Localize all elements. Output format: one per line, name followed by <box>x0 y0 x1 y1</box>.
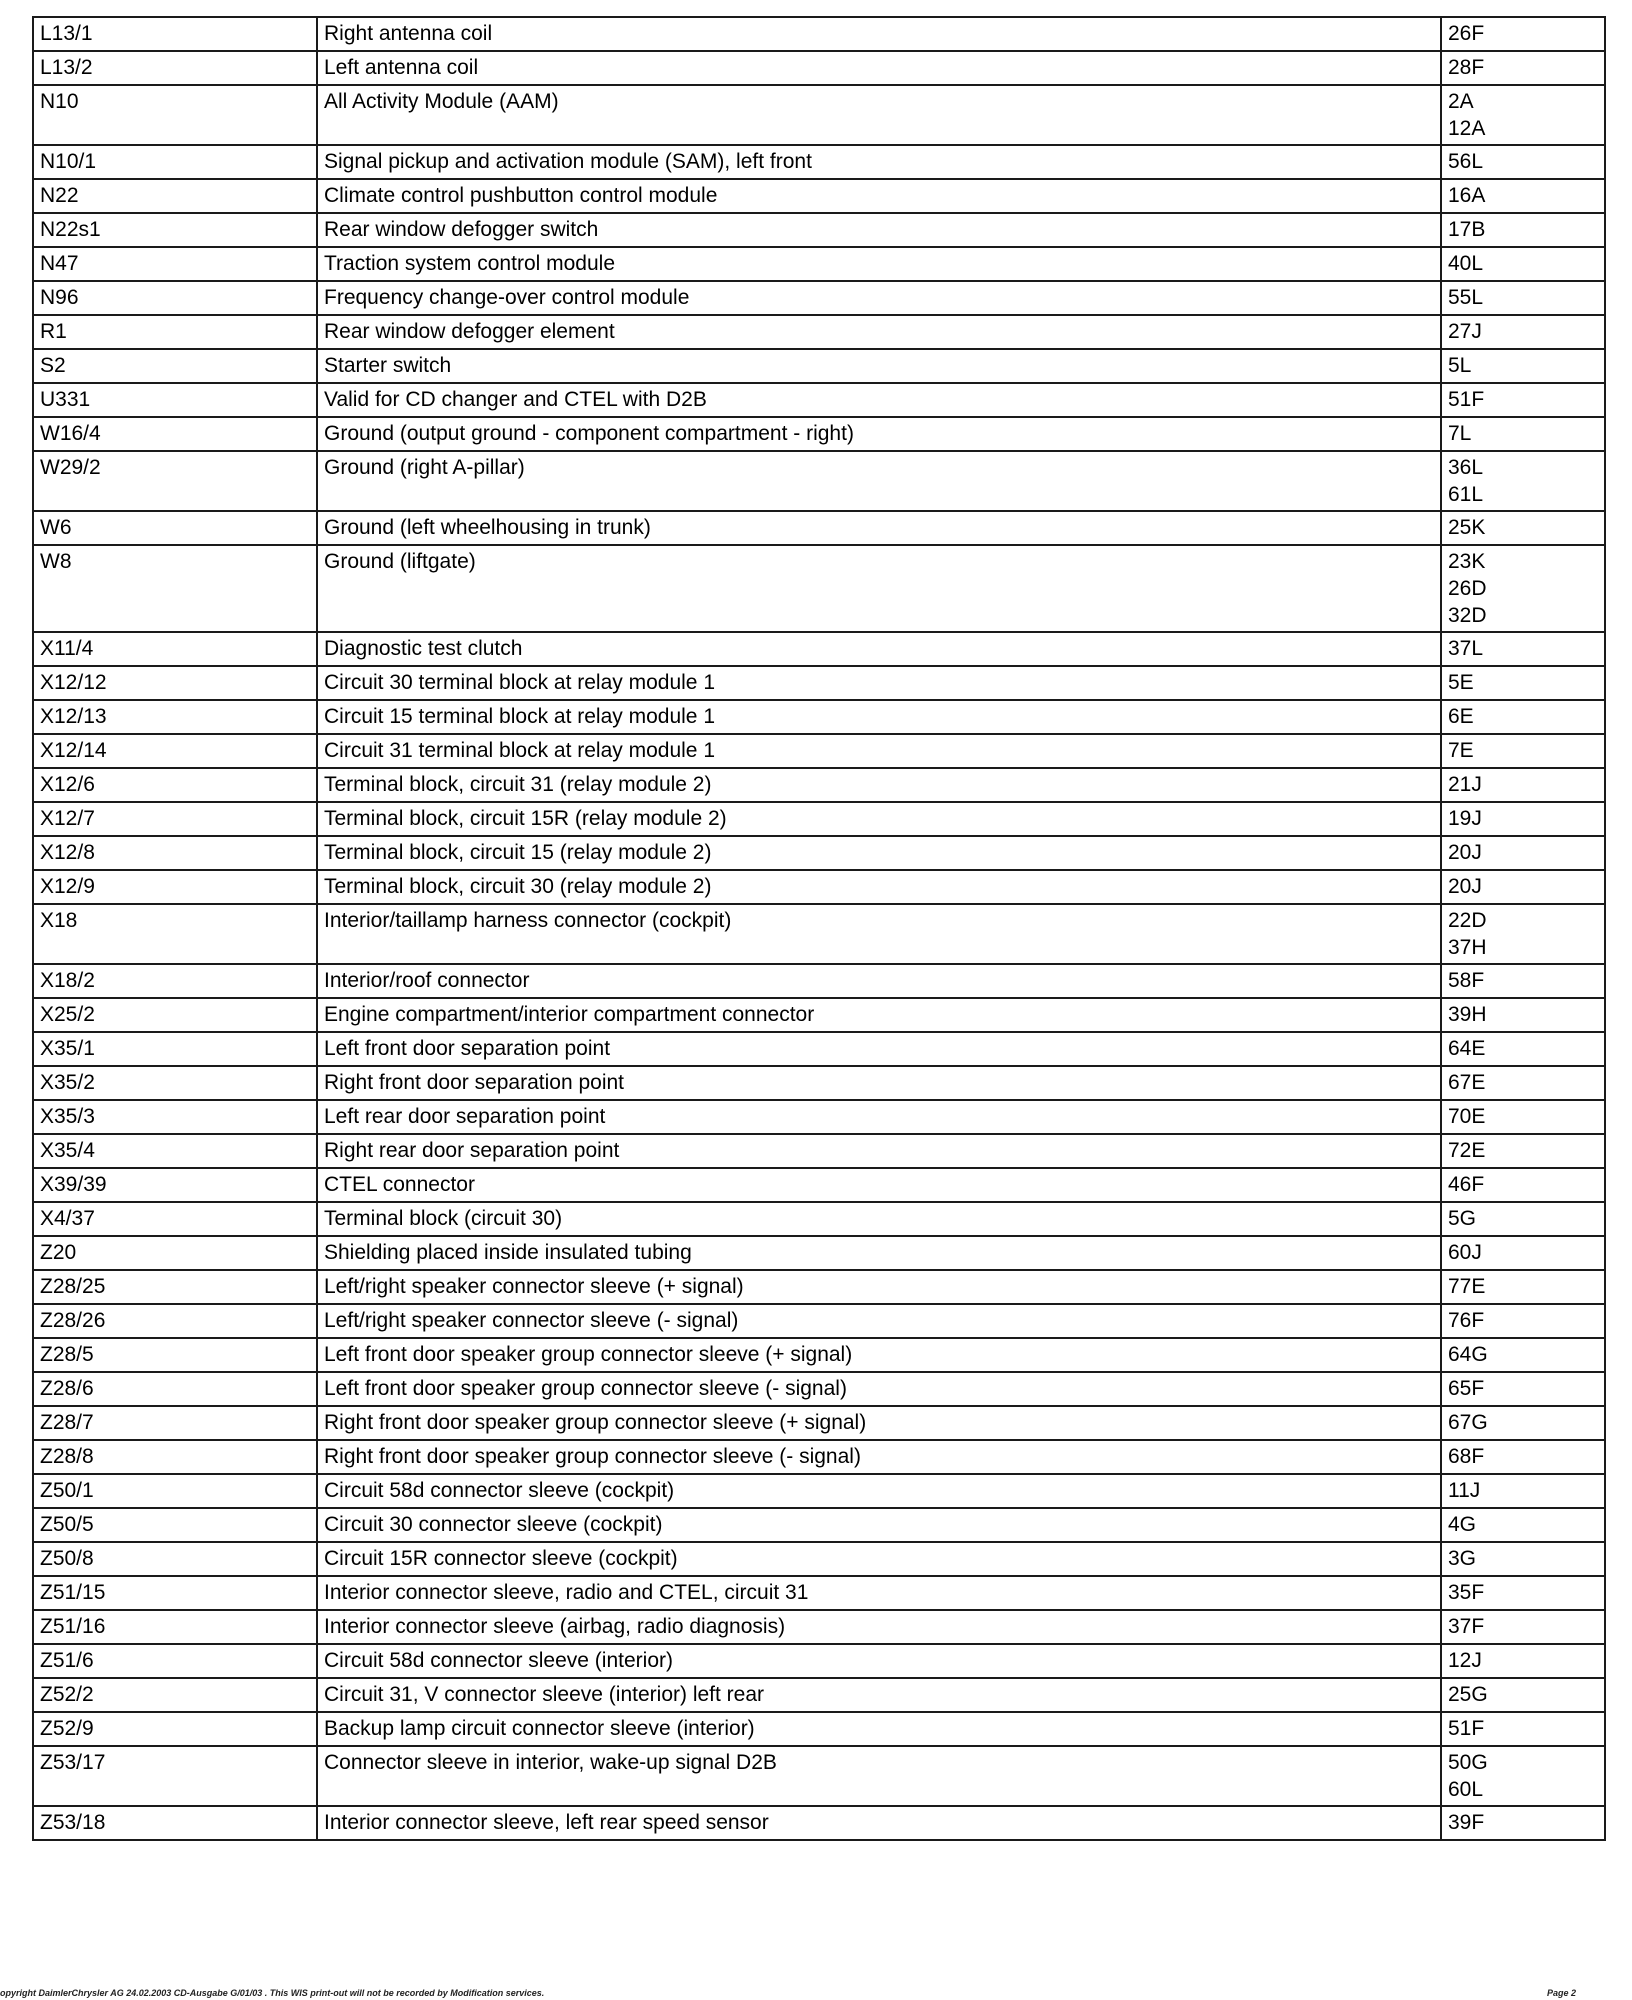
component-description-cell: Interior connector sleeve, radio and CTEL, circuit 31 <box>317 1576 1441 1610</box>
component-code-cell: Z52/9 <box>33 1712 317 1746</box>
grid-location: 19J <box>1448 807 1482 830</box>
component-description-cell: Terminal block, circuit 15R (relay module 2) <box>317 802 1441 836</box>
grid-location-cell <box>1441 1236 1605 1270</box>
component-description-cell: Right front door speaker group connector sleeve (+ signal) <box>317 1406 1441 1440</box>
grid-location: 16A <box>1448 184 1486 207</box>
grid-location-cell <box>1441 1508 1605 1542</box>
component-code-cell: N22 <box>33 179 317 213</box>
grid-location-cell <box>1441 1746 1605 1806</box>
grid-location-cell <box>1441 870 1605 904</box>
grid-location: 23K <box>1448 550 1486 573</box>
grid-location: 5E <box>1448 671 1474 694</box>
component-code-cell: W6 <box>33 511 317 545</box>
grid-location-cell <box>1441 998 1605 1032</box>
grid-location: 77E <box>1448 1275 1486 1298</box>
table-row <box>33 666 1605 700</box>
component-code-cell: X18/2 <box>33 964 317 998</box>
table-row <box>33 1440 1605 1474</box>
grid-location: 60J <box>1448 1241 1482 1264</box>
table-row <box>33 734 1605 768</box>
grid-location-cell <box>1441 417 1605 451</box>
component-description-cell: Left front door speaker group connector sleeve (+ signal) <box>317 1338 1441 1372</box>
component-description-cell: Circuit 31 terminal block at relay module 1 <box>317 734 1441 768</box>
grid-location: 58F <box>1448 969 1485 992</box>
component-code-cell: N96 <box>33 281 317 315</box>
component-code-cell: Z51/6 <box>33 1644 317 1678</box>
table-row <box>33 632 1605 666</box>
component-description-cell: Circuit 15R connector sleeve (cockpit) <box>317 1542 1441 1576</box>
grid-location-cell <box>1441 1066 1605 1100</box>
table-row <box>33 1338 1605 1372</box>
component-code-cell: X18 <box>33 904 317 964</box>
page-number: Page 2 <box>1546 1988 1576 1998</box>
component-description-cell: Terminal block (circuit 30) <box>317 1202 1441 1236</box>
grid-location: 67G <box>1448 1411 1488 1434</box>
grid-location: 20J <box>1448 841 1482 864</box>
grid-location-cell <box>1441 1678 1605 1712</box>
copyright-note: opyright DaimlerChrysler AG 24.02.2003 CD-Ausgabe G/01/03 . This WIS print-out will not be recorded by Modification services. <box>0 1988 545 1998</box>
component-description-cell: Left front door speaker group connector sleeve (- signal) <box>317 1372 1441 1406</box>
table-row <box>33 511 1605 545</box>
page-footer <box>0 1988 1632 2000</box>
grid-location: 35F <box>1448 1581 1485 1604</box>
component-code-cell: W16/4 <box>33 417 317 451</box>
component-code-cell: R1 <box>33 315 317 349</box>
component-description-cell: Shielding placed inside insulated tubing <box>317 1236 1441 1270</box>
table-row <box>33 1712 1605 1746</box>
component-description-cell: Interior/taillamp harness connector (cockpit) <box>317 904 1441 964</box>
component-description-cell: CTEL connector <box>317 1168 1441 1202</box>
table-row <box>33 145 1605 179</box>
grid-location-cell <box>1441 802 1605 836</box>
grid-location-cell <box>1441 1610 1605 1644</box>
grid-location-cell <box>1441 349 1605 383</box>
grid-location: 12A <box>1448 117 1486 140</box>
grid-location: 64G <box>1448 1343 1488 1366</box>
grid-location: 7L <box>1448 422 1472 445</box>
grid-location-cell <box>1441 383 1605 417</box>
grid-location-cell <box>1441 451 1605 511</box>
table-row <box>33 1576 1605 1610</box>
component-description-cell: Terminal block, circuit 15 (relay module 2) <box>317 836 1441 870</box>
table-row <box>33 315 1605 349</box>
component-description-cell: Backup lamp circuit connector sleeve (interior) <box>317 1712 1441 1746</box>
component-description-cell: Ground (left wheelhousing in trunk) <box>317 511 1441 545</box>
component-description-cell: Rear window defogger element <box>317 315 1441 349</box>
table-row <box>33 802 1605 836</box>
table-row <box>33 1610 1605 1644</box>
grid-location-cell <box>1441 51 1605 85</box>
component-description-cell: Terminal block, circuit 30 (relay module 2) <box>317 870 1441 904</box>
component-code-cell: X39/39 <box>33 1168 317 1202</box>
table-row <box>33 964 1605 998</box>
table-row <box>33 1304 1605 1338</box>
grid-location-cell <box>1441 836 1605 870</box>
table-row <box>33 1806 1605 1840</box>
component-code-cell: X25/2 <box>33 998 317 1032</box>
component-code-cell: X11/4 <box>33 632 317 666</box>
table-row <box>33 768 1605 802</box>
grid-location: 60L <box>1448 1778 1484 1801</box>
table-row <box>33 904 1605 964</box>
component-code-cell: X12/6 <box>33 768 317 802</box>
table-row <box>33 281 1605 315</box>
component-description-cell: Right front door speaker group connector sleeve (- signal) <box>317 1440 1441 1474</box>
component-code-cell: Z52/2 <box>33 1678 317 1712</box>
grid-location-cell <box>1441 1032 1605 1066</box>
grid-location-cell <box>1441 1100 1605 1134</box>
table-row <box>33 17 1605 51</box>
component-description-cell: Signal pickup and activation module (SAM), left front <box>317 145 1441 179</box>
grid-location-cell <box>1441 1372 1605 1406</box>
component-description-cell: Rear window defogger switch <box>317 213 1441 247</box>
component-code-cell: Z28/25 <box>33 1270 317 1304</box>
grid-location-cell <box>1441 17 1605 51</box>
grid-location: 28F <box>1448 56 1485 79</box>
component-description-cell: Climate control pushbutton control module <box>317 179 1441 213</box>
grid-location: 5L <box>1448 354 1472 377</box>
component-description-cell: All Activity Module (AAM) <box>317 85 1441 145</box>
component-code-cell: Z51/15 <box>33 1576 317 1610</box>
component-description-cell: Circuit 30 connector sleeve (cockpit) <box>317 1508 1441 1542</box>
component-description-cell: Left/right speaker connector sleeve (- signal) <box>317 1304 1441 1338</box>
component-code-cell: U331 <box>33 383 317 417</box>
grid-location-cell <box>1441 1168 1605 1202</box>
table-row <box>33 1202 1605 1236</box>
grid-location-cell <box>1441 511 1605 545</box>
grid-location: 40L <box>1448 252 1484 275</box>
grid-location: 25K <box>1448 516 1486 539</box>
component-code-cell: W29/2 <box>33 451 317 511</box>
grid-location: 39H <box>1448 1003 1487 1026</box>
grid-location-cell <box>1441 315 1605 349</box>
table-row <box>33 870 1605 904</box>
grid-location-cell <box>1441 700 1605 734</box>
grid-location: 65F <box>1448 1377 1485 1400</box>
component-table <box>32 16 1606 1841</box>
component-code-cell: Z50/5 <box>33 1508 317 1542</box>
table-row <box>33 349 1605 383</box>
grid-location-cell <box>1441 768 1605 802</box>
component-description-cell: Circuit 15 terminal block at relay module 1 <box>317 700 1441 734</box>
component-description-cell: Ground (liftgate) <box>317 545 1441 632</box>
grid-location: 21J <box>1448 773 1482 796</box>
component-description-cell: Left rear door separation point <box>317 1100 1441 1134</box>
component-code-cell: X12/14 <box>33 734 317 768</box>
component-code-cell: Z28/7 <box>33 1406 317 1440</box>
component-code-cell: N10 <box>33 85 317 145</box>
component-code-cell: L13/2 <box>33 51 317 85</box>
grid-location: 12J <box>1448 1649 1482 1672</box>
component-code-cell: S2 <box>33 349 317 383</box>
grid-location: 7E <box>1448 739 1474 762</box>
component-description-cell: Engine compartment/interior compartment connector <box>317 998 1441 1032</box>
grid-location-cell <box>1441 1406 1605 1440</box>
component-code-cell: N10/1 <box>33 145 317 179</box>
grid-location: 70E <box>1448 1105 1486 1128</box>
grid-location-cell <box>1441 1542 1605 1576</box>
grid-location-cell <box>1441 281 1605 315</box>
component-code-cell: Z53/17 <box>33 1746 317 1806</box>
component-code-cell: X35/2 <box>33 1066 317 1100</box>
table-row <box>33 1542 1605 1576</box>
grid-location: 72E <box>1448 1139 1486 1162</box>
component-description-cell: Right front door separation point <box>317 1066 1441 1100</box>
table-row <box>33 1644 1605 1678</box>
component-description-cell: Frequency change-over control module <box>317 281 1441 315</box>
table-row <box>33 700 1605 734</box>
grid-location-cell <box>1441 247 1605 281</box>
table-row <box>33 1168 1605 1202</box>
grid-location: 61L <box>1448 483 1484 506</box>
grid-location-cell <box>1441 1440 1605 1474</box>
component-code-cell: Z53/18 <box>33 1806 317 1840</box>
table-row <box>33 998 1605 1032</box>
table-row <box>33 1100 1605 1134</box>
component-code-cell: X12/9 <box>33 870 317 904</box>
table-row <box>33 51 1605 85</box>
component-description-cell: Right rear door separation point <box>317 1134 1441 1168</box>
component-description-cell: Starter switch <box>317 349 1441 383</box>
component-description-cell: Terminal block, circuit 31 (relay module 2) <box>317 768 1441 802</box>
grid-location: 76F <box>1448 1309 1485 1332</box>
component-description-cell: Left front door separation point <box>317 1032 1441 1066</box>
table-row <box>33 836 1605 870</box>
grid-location-cell <box>1441 734 1605 768</box>
component-code-cell: W8 <box>33 545 317 632</box>
component-description-cell: Connector sleeve in interior, wake-up signal D2B <box>317 1746 1441 1806</box>
grid-location-cell <box>1441 632 1605 666</box>
component-code-cell: X12/13 <box>33 700 317 734</box>
component-description-cell: Ground (output ground - component compartment - right) <box>317 417 1441 451</box>
table-row <box>33 417 1605 451</box>
grid-location: 55L <box>1448 286 1484 309</box>
component-description-cell: Left/right speaker connector sleeve (+ signal) <box>317 1270 1441 1304</box>
table-row <box>33 1474 1605 1508</box>
grid-location: 11J <box>1448 1479 1481 1502</box>
grid-location-cell <box>1441 1270 1605 1304</box>
table-row <box>33 383 1605 417</box>
grid-location-cell <box>1441 545 1605 632</box>
component-description-cell: Valid for CD changer and CTEL with D2B <box>317 383 1441 417</box>
grid-location: 17B <box>1448 218 1486 241</box>
grid-location: 37H <box>1448 936 1487 959</box>
component-description-cell: Traction system control module <box>317 247 1441 281</box>
component-code-cell: Z28/6 <box>33 1372 317 1406</box>
component-code-cell: Z28/26 <box>33 1304 317 1338</box>
component-code-cell: X12/8 <box>33 836 317 870</box>
component-description-cell: Diagnostic test clutch <box>317 632 1441 666</box>
component-description-cell: Interior/roof connector <box>317 964 1441 998</box>
table-row <box>33 179 1605 213</box>
table-row <box>33 1032 1605 1066</box>
table-row <box>33 1270 1605 1304</box>
table-row <box>33 1678 1605 1712</box>
grid-location: 36L <box>1448 456 1484 479</box>
grid-location: 46F <box>1448 1173 1485 1196</box>
grid-location: 67E <box>1448 1071 1486 1094</box>
component-description-cell: Interior connector sleeve, left rear speed sensor <box>317 1806 1441 1840</box>
grid-location: 3G <box>1448 1547 1477 1570</box>
table-row <box>33 213 1605 247</box>
table-row <box>33 1372 1605 1406</box>
grid-location: 51F <box>1448 388 1485 411</box>
component-code-cell: Z51/16 <box>33 1610 317 1644</box>
component-code-cell: Z20 <box>33 1236 317 1270</box>
grid-location: 26F <box>1448 22 1485 45</box>
component-table-body <box>33 17 1605 1840</box>
table-row <box>33 545 1605 632</box>
table-row <box>33 1134 1605 1168</box>
grid-location-cell <box>1441 1806 1605 1840</box>
component-code-cell: X35/3 <box>33 1100 317 1134</box>
grid-location: 27J <box>1448 320 1482 343</box>
grid-location: 32D <box>1448 604 1487 627</box>
grid-location: 20J <box>1448 875 1482 898</box>
table-row <box>33 1236 1605 1270</box>
grid-location: 50G <box>1448 1751 1488 1774</box>
table-row <box>33 451 1605 511</box>
grid-location: 22D <box>1448 909 1487 932</box>
grid-location-cell <box>1441 1202 1605 1236</box>
component-code-cell: Z50/1 <box>33 1474 317 1508</box>
component-code-cell: X12/12 <box>33 666 317 700</box>
component-code-cell: L13/1 <box>33 17 317 51</box>
component-description-cell: Circuit 58d connector sleeve (interior) <box>317 1644 1441 1678</box>
grid-location-cell <box>1441 1576 1605 1610</box>
component-description-cell: Interior connector sleeve (airbag, radio diagnosis) <box>317 1610 1441 1644</box>
table-row <box>33 1406 1605 1440</box>
grid-location: 25G <box>1448 1683 1488 1706</box>
component-description-cell: Circuit 58d connector sleeve (cockpit) <box>317 1474 1441 1508</box>
component-code-cell: X35/4 <box>33 1134 317 1168</box>
grid-location: 56L <box>1448 150 1484 173</box>
table-row <box>33 1746 1605 1806</box>
component-description-cell: Ground (right A-pillar) <box>317 451 1441 511</box>
component-code-cell: N22s1 <box>33 213 317 247</box>
grid-location: 39F <box>1448 1811 1485 1834</box>
grid-location: 5G <box>1448 1207 1477 1230</box>
grid-location-cell <box>1441 145 1605 179</box>
table-row <box>33 247 1605 281</box>
grid-location: 51F <box>1448 1717 1485 1740</box>
table-row <box>33 1066 1605 1100</box>
grid-location: 2A <box>1448 90 1474 113</box>
grid-location-cell <box>1441 964 1605 998</box>
grid-location-cell <box>1441 1304 1605 1338</box>
grid-location: 4G <box>1448 1513 1477 1536</box>
component-code-cell: X35/1 <box>33 1032 317 1066</box>
grid-location-cell <box>1441 179 1605 213</box>
grid-location-cell <box>1441 1338 1605 1372</box>
component-location-sheet <box>32 16 1604 1841</box>
grid-location: 26D <box>1448 577 1487 600</box>
grid-location-cell <box>1441 213 1605 247</box>
table-row <box>33 1508 1605 1542</box>
component-code-cell: Z28/8 <box>33 1440 317 1474</box>
grid-location-cell <box>1441 85 1605 145</box>
grid-location-cell <box>1441 1474 1605 1508</box>
component-code-cell: X12/7 <box>33 802 317 836</box>
grid-location: 37L <box>1448 637 1484 660</box>
table-row <box>33 85 1605 145</box>
grid-location-cell <box>1441 1644 1605 1678</box>
component-code-cell: X4/37 <box>33 1202 317 1236</box>
grid-location: 64E <box>1448 1037 1486 1060</box>
grid-location: 37F <box>1448 1615 1485 1638</box>
component-description-cell: Left antenna coil <box>317 51 1441 85</box>
component-description-cell: Right antenna coil <box>317 17 1441 51</box>
grid-location: 6E <box>1448 705 1474 728</box>
component-description-cell: Circuit 31, V connector sleeve (interior) left rear <box>317 1678 1441 1712</box>
grid-location-cell <box>1441 904 1605 964</box>
component-description-cell: Circuit 30 terminal block at relay module 1 <box>317 666 1441 700</box>
component-code-cell: N47 <box>33 247 317 281</box>
component-code-cell: Z28/5 <box>33 1338 317 1372</box>
grid-location: 68F <box>1448 1445 1485 1468</box>
grid-location-cell <box>1441 1134 1605 1168</box>
grid-location-cell <box>1441 1712 1605 1746</box>
grid-location-cell <box>1441 666 1605 700</box>
component-code-cell: Z50/8 <box>33 1542 317 1576</box>
